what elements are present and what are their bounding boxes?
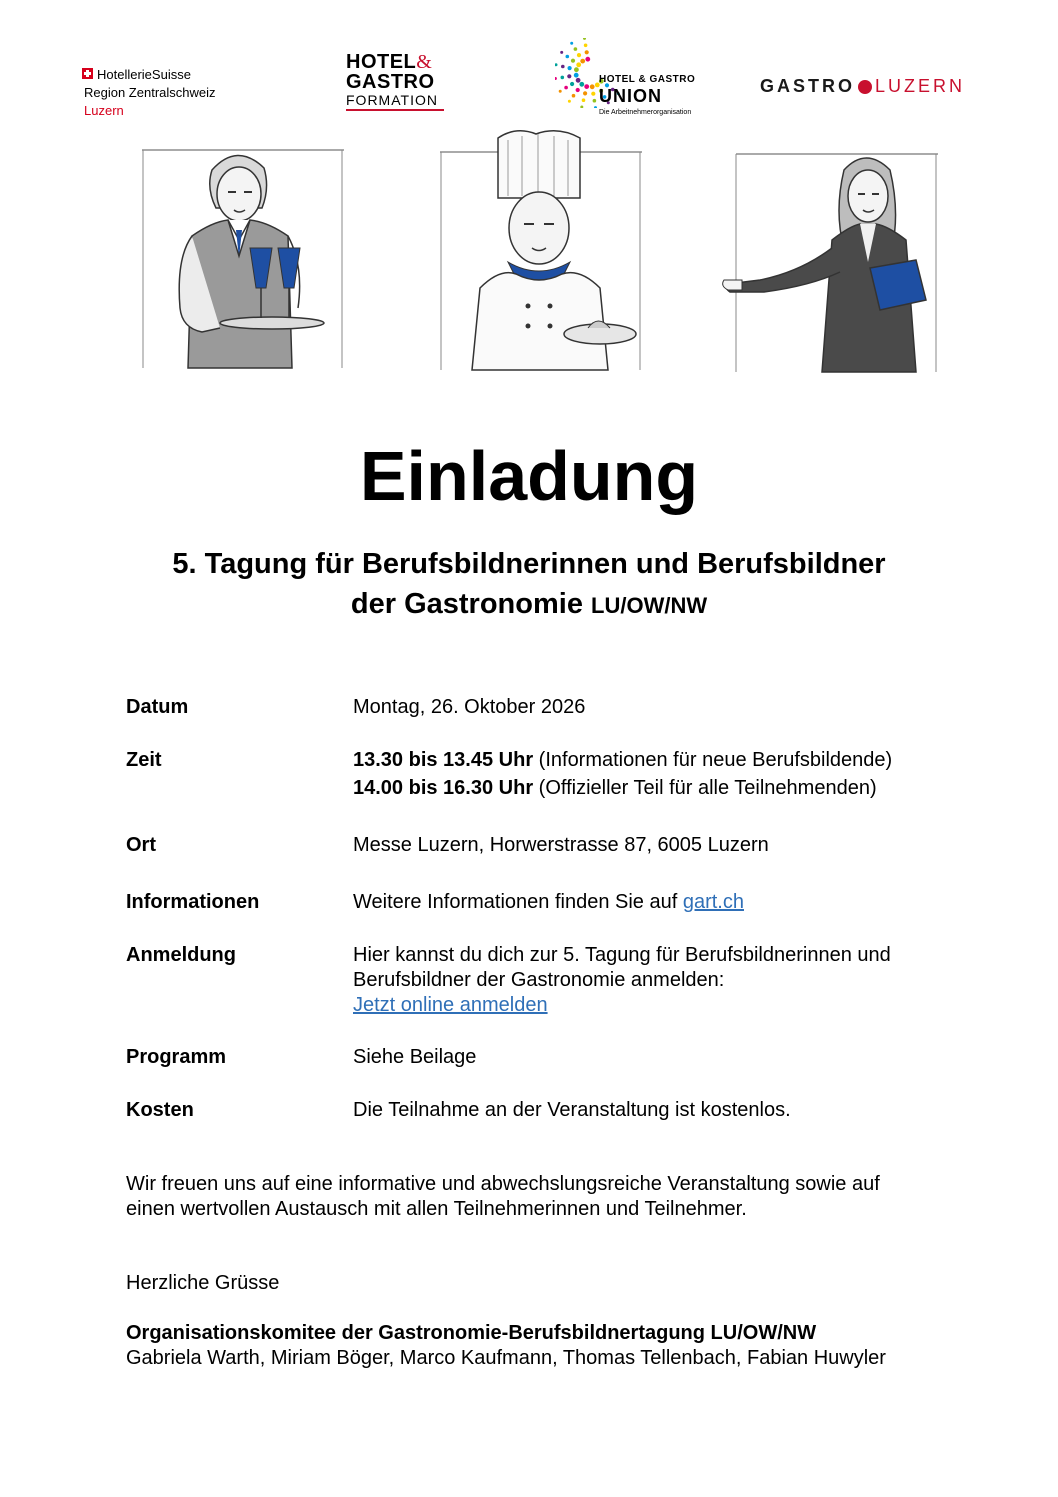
logo-dot <box>560 51 563 54</box>
logo-dot <box>568 66 572 70</box>
swiss-cross-icon <box>82 68 93 79</box>
logo-text: HotellerieSuisse <box>97 67 191 82</box>
receptionist-icon <box>720 152 938 374</box>
time-note: (Offizieller Teil für alle Teilnehmenden) <box>533 777 877 799</box>
logo-dot <box>574 73 579 78</box>
logo-dot <box>576 62 581 67</box>
logo-text: GASTRO <box>346 71 435 93</box>
flower-icon <box>858 80 872 94</box>
detail-label: Ort <box>126 834 156 856</box>
logo-dot <box>582 98 586 102</box>
greeting: Herzliche Grüsse <box>126 1272 280 1294</box>
registration-text: Hier kannst du dich zur 5. Tagung für Berufsbildnerinnen und <box>353 944 891 966</box>
time-range: 14.00 bis 16.30 Uhr <box>353 777 534 799</box>
registration-text: Berufsbildner der Gastronomie anmelden: <box>353 969 725 991</box>
logo-dot <box>561 76 565 80</box>
logo-text: HOTEL <box>346 51 417 73</box>
logo-dot <box>570 82 574 86</box>
logo-dot <box>567 74 571 78</box>
logo-dot <box>584 44 588 48</box>
subtitle-region: LU/OW/NW <box>591 593 708 618</box>
logo-dot <box>585 57 590 62</box>
detail-value: Siehe Beilage <box>353 1046 477 1068</box>
chef-icon <box>440 128 642 372</box>
logo-dot <box>583 91 587 95</box>
logo-dot <box>585 50 589 54</box>
logo-text: LUZERN <box>875 76 966 96</box>
logo-dot <box>580 106 583 109</box>
signature <box>126 1321 946 1371</box>
logo-text: GASTRO <box>760 76 856 96</box>
register-online-link[interactable]: Jetzt online anmelden <box>353 994 548 1016</box>
logo-dot <box>564 86 568 90</box>
page-title: Einladung <box>359 437 699 515</box>
time-note: (Informationen für neue Berufsbildende) <box>533 749 893 771</box>
logo-dot <box>561 65 565 69</box>
logo-dot <box>576 88 580 92</box>
detail-label: Datum <box>126 696 189 718</box>
logo-text: HOTEL & GASTRO <box>599 74 696 85</box>
subtitle-line: 5. Tagung für Berufsbildnerinnen und Berufsbildner <box>172 548 886 580</box>
logo-dot <box>583 38 586 40</box>
logo-text: UNION <box>599 86 662 106</box>
committee-members: Gabriela Warth, Miriam Böger, Marco Kaufmann, Thomas Tellenbach, Fabian Huwyler <box>126 1347 886 1369</box>
detail-value <box>353 943 953 1018</box>
hotel-gastro-formation-logo <box>346 52 456 111</box>
gastro-luzern-logo <box>760 76 965 97</box>
logo-dot <box>559 90 562 93</box>
detail-value <box>353 748 953 801</box>
logo-text: & <box>416 51 433 73</box>
logo-dot <box>590 84 595 89</box>
gart-link[interactable]: gart.ch <box>682 891 744 913</box>
logo-text: Region Zentralschweiz <box>84 85 216 100</box>
page-subtitle <box>0 544 1058 626</box>
logo-dot <box>555 63 558 66</box>
detail-value <box>353 890 953 915</box>
logo-dot <box>576 78 581 83</box>
logo-dot <box>568 100 571 103</box>
hotel-gastro-union-logo <box>555 38 715 120</box>
logo-dot <box>572 94 576 98</box>
organizing-committee: Organisationskomitee der Gastronomie-Berufsbildnertagung LU/OW/NW <box>126 1322 817 1344</box>
detail-label: Programm <box>126 1046 227 1068</box>
logo-dot <box>571 59 575 63</box>
logo-dot <box>580 59 585 64</box>
closing-line: Wir freuen uns auf eine informative und abwechslungsreiche Veranstaltung sowie auf <box>126 1173 880 1195</box>
time-range: 13.30 bis 13.45 Uhr <box>353 749 534 771</box>
logo-dot <box>566 55 570 59</box>
logo-dot <box>594 106 597 108</box>
detail-value: Die Teilnahme an der Veranstaltung ist kostenlos. <box>353 1099 791 1121</box>
detail-label: Anmeldung <box>126 944 236 966</box>
waitress-icon <box>142 148 344 370</box>
detail-label: Informationen <box>126 891 260 913</box>
logo-dot <box>574 67 579 72</box>
logo-dot <box>570 42 573 45</box>
logo-dot <box>591 92 595 96</box>
hotelleriesuisse-logo <box>84 66 254 120</box>
detail-label: Zeit <box>126 749 162 771</box>
detail-value: Montag, 26. Oktober 2026 <box>353 696 586 718</box>
logo-dot <box>579 82 584 87</box>
logo-dot <box>593 99 597 103</box>
logo-text: Die Arbeitnehmerorganisation <box>599 109 692 116</box>
info-text: Weitere Informationen finden Sie auf <box>353 891 683 913</box>
detail-label: Kosten <box>126 1099 194 1121</box>
logo-dot <box>555 77 557 80</box>
logo-dot <box>577 53 581 57</box>
logo-dot <box>574 47 578 51</box>
subtitle-line: der Gastronomie <box>350 588 583 620</box>
closing-paragraph <box>126 1172 946 1222</box>
logo-text: Luzern <box>84 103 124 118</box>
closing-line: einen wertvollen Austausch mit allen Teilnehmerinnen und Teilnehmer. <box>126 1198 747 1220</box>
logo-text: FORMATION <box>346 92 444 111</box>
logo-dot <box>584 84 589 89</box>
detail-value: Messe Luzern, Horwerstrasse 87, 6005 Luzern <box>353 834 769 856</box>
